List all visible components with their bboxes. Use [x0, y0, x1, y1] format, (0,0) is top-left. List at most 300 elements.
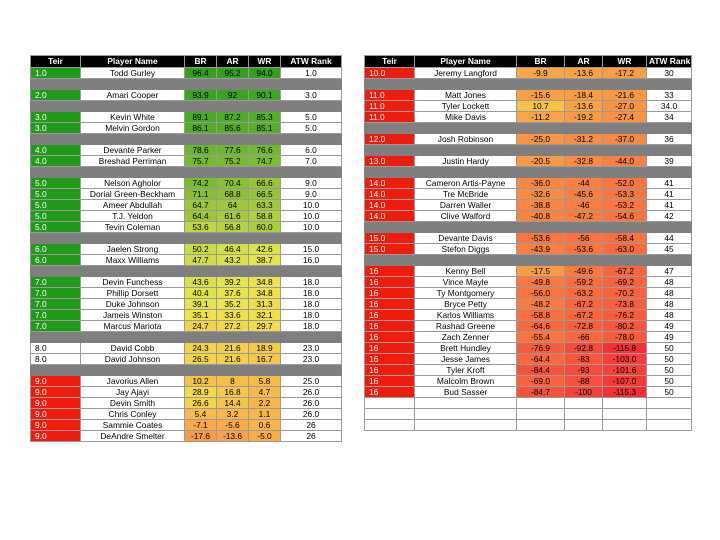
col-header-player-name: Player Name [81, 56, 185, 68]
separator-cell [217, 365, 249, 376]
wr-cell: 29.7 [249, 321, 281, 332]
wr-cell: -80.2 [603, 321, 647, 332]
separator-cell [517, 123, 565, 134]
player-name-cell: Ameer Abdullah [81, 200, 185, 211]
wr-cell: 2.2 [249, 398, 281, 409]
separator-cell [365, 123, 415, 134]
ar-cell: 8 [217, 376, 249, 387]
separator-cell [517, 255, 565, 266]
atw-rank-cell: 6.0 [281, 145, 342, 156]
wr-cell: 4.7 [249, 387, 281, 398]
ar-cell: -13.6 [217, 431, 249, 442]
atw-rank-cell: 41 [647, 189, 692, 200]
player-row [365, 387, 692, 398]
player-name-cell: Malcolm Brown [415, 376, 517, 387]
br-cell: 24.7 [185, 321, 217, 332]
atw-rank-cell: 50 [647, 354, 692, 365]
tier-cell: 9.0 [31, 376, 81, 387]
wr-cell: -17.2 [603, 68, 647, 79]
player-row [365, 376, 692, 387]
tier-separator-row [31, 365, 342, 376]
tier-cell: 9.0 [31, 398, 81, 409]
separator-cell [249, 266, 281, 277]
player-row [365, 266, 692, 277]
br-cell: -55.4 [517, 332, 565, 343]
tier-cell: 5.0 [31, 178, 81, 189]
player-name-cell: Matt Jones [415, 90, 517, 101]
br-cell: -48.2 [517, 299, 565, 310]
ar-cell: 43.2 [217, 255, 249, 266]
ar-cell: -88 [565, 376, 603, 387]
tier-cell: 4.0 [31, 156, 81, 167]
wr-cell: 85.1 [249, 123, 281, 134]
wr-cell: -52.0 [603, 178, 647, 189]
atw-rank-cell: 48 [647, 299, 692, 310]
tier-cell: 5.0 [31, 211, 81, 222]
empty-cell [603, 409, 647, 420]
player-name-cell: Devin Funchess [81, 277, 185, 288]
player-row [365, 189, 692, 200]
player-row [31, 398, 342, 409]
atw-rank-cell: 26.0 [281, 398, 342, 409]
player-name-cell: Maxx Williams [81, 255, 185, 266]
player-row [31, 310, 342, 321]
wr-cell: -115.8 [603, 343, 647, 354]
empty-cell [415, 409, 517, 420]
separator-cell [565, 145, 603, 156]
tier-cell: 16 [365, 288, 415, 299]
player-row [365, 112, 692, 123]
separator-cell [603, 167, 647, 178]
separator-cell [217, 233, 249, 244]
br-cell: 75.7 [185, 156, 217, 167]
separator-cell [517, 222, 565, 233]
atw-rank-cell: 18.0 [281, 321, 342, 332]
tier-cell: 9.0 [31, 431, 81, 442]
separator-cell [365, 167, 415, 178]
separator-cell [415, 222, 517, 233]
atw-rank-cell: 26.0 [281, 409, 342, 420]
br-cell: 10.2 [185, 376, 217, 387]
atw-rank-cell: 49 [647, 332, 692, 343]
player-name-cell: Bud Sasser [415, 387, 517, 398]
tier-cell: 16 [365, 321, 415, 332]
player-row [365, 288, 692, 299]
separator-cell [185, 134, 217, 145]
player-row [31, 409, 342, 420]
player-row [31, 123, 342, 134]
wr-cell: 85.3 [249, 112, 281, 123]
col-header-ar: AR [217, 56, 249, 68]
wr-cell: 63.3 [249, 200, 281, 211]
separator-cell [31, 233, 81, 244]
br-cell: -25.0 [517, 134, 565, 145]
separator-cell [81, 233, 185, 244]
atw-rank-cell: 18.0 [281, 288, 342, 299]
player-name-cell: Tyler Lockett [415, 101, 517, 112]
table-header-row [31, 56, 342, 68]
ar-cell: 39.2 [217, 277, 249, 288]
player-name-cell: David Johnson [81, 354, 185, 365]
br-cell: 74.2 [185, 178, 217, 189]
separator-cell [249, 332, 281, 343]
tier-separator-row [31, 233, 342, 244]
separator-cell [31, 266, 81, 277]
ar-cell: 33.6 [217, 310, 249, 321]
tier-cell: 7.0 [31, 299, 81, 310]
wr-cell: -63.0 [603, 244, 647, 255]
ar-cell: -100 [565, 387, 603, 398]
atw-rank-cell: 48 [647, 310, 692, 321]
empty-cell [517, 409, 565, 420]
atw-rank-cell: 50 [647, 387, 692, 398]
br-cell: -64.6 [517, 321, 565, 332]
ar-cell: -19.2 [565, 112, 603, 123]
atw-rank-cell: 25.0 [281, 376, 342, 387]
br-cell: -17.5 [517, 266, 565, 277]
atw-rank-cell: 23.0 [281, 343, 342, 354]
ar-cell: -47.2 [565, 211, 603, 222]
separator-cell [81, 365, 185, 376]
br-cell: -40.8 [517, 211, 565, 222]
tier-cell: 7.0 [31, 277, 81, 288]
separator-cell [415, 145, 517, 156]
player-name-cell: Cameron Artis-Payne [415, 178, 517, 189]
separator-cell [249, 233, 281, 244]
empty-cell [365, 409, 415, 420]
separator-cell [365, 222, 415, 233]
ar-cell: 70.4 [217, 178, 249, 189]
wr-cell: 42.6 [249, 244, 281, 255]
separator-cell [249, 134, 281, 145]
br-cell: 78.6 [185, 145, 217, 156]
wr-cell: -115.3 [603, 387, 647, 398]
wr-cell: 32.1 [249, 310, 281, 321]
wr-cell: 34.8 [249, 288, 281, 299]
br-cell: -36.0 [517, 178, 565, 189]
player-name-cell: Amari Cooper [81, 90, 185, 101]
wr-cell: -73.8 [603, 299, 647, 310]
separator-cell [81, 167, 185, 178]
player-name-cell: T.J. Yeldon [81, 211, 185, 222]
tier-cell: 16 [365, 354, 415, 365]
ar-cell: 92 [217, 90, 249, 101]
tier-cell: 13.0 [365, 156, 415, 167]
player-name-cell: Vince Mayle [415, 277, 517, 288]
wr-cell: 66.5 [249, 189, 281, 200]
atw-rank-cell: 34.0 [647, 101, 692, 112]
tier-cell: 12.0 [365, 134, 415, 145]
separator-cell [281, 134, 342, 145]
separator-cell [603, 222, 647, 233]
wr-cell: 74.7 [249, 156, 281, 167]
atw-rank-cell: 41 [647, 178, 692, 189]
br-cell: -84.7 [517, 387, 565, 398]
player-row [31, 156, 342, 167]
ar-cell: 35.2 [217, 299, 249, 310]
player-row [365, 310, 692, 321]
player-row [31, 387, 342, 398]
separator-cell [217, 79, 249, 90]
separator-cell [185, 332, 217, 343]
ar-cell: 37.6 [217, 288, 249, 299]
player-row [365, 90, 692, 101]
empty-cell [365, 420, 415, 431]
wr-cell: 60.0 [249, 222, 281, 233]
tier-cell: 2.0 [31, 90, 81, 101]
separator-cell [603, 145, 647, 156]
separator-cell [81, 101, 185, 112]
ar-cell: -72.8 [565, 321, 603, 332]
tier-cell: 1.0 [31, 68, 81, 79]
br-cell: -43.9 [517, 244, 565, 255]
player-name-cell: Kevin White [81, 112, 185, 123]
player-row [365, 365, 692, 376]
br-cell: 39.1 [185, 299, 217, 310]
player-row [31, 112, 342, 123]
ar-cell: 27.2 [217, 321, 249, 332]
player-name-cell: Todd Gurley [81, 68, 185, 79]
tier-cell: 15.0 [365, 244, 415, 255]
separator-cell [565, 79, 603, 90]
separator-cell [415, 79, 517, 90]
separator-cell [31, 101, 81, 112]
wr-cell: 66.6 [249, 178, 281, 189]
player-name-cell: Kenny Bell [415, 266, 517, 277]
wr-cell: 5.8 [249, 376, 281, 387]
br-cell: 93.9 [185, 90, 217, 101]
br-cell: -17.6 [185, 431, 217, 442]
br-cell: -53.6 [517, 233, 565, 244]
ar-cell: -44 [565, 178, 603, 189]
tier-cell: 11.0 [365, 101, 415, 112]
atw-rank-cell: 5.0 [281, 123, 342, 134]
separator-cell [647, 255, 692, 266]
tier-cell: 16 [365, 332, 415, 343]
atw-rank-cell: 7.0 [281, 156, 342, 167]
tier-separator-row [365, 222, 692, 233]
player-row [31, 211, 342, 222]
atw-rank-cell: 5.0 [281, 112, 342, 123]
empty-cell [603, 420, 647, 431]
br-cell: -76.9 [517, 343, 565, 354]
ar-cell: -5.6 [217, 420, 249, 431]
left-rankings-table [30, 55, 342, 442]
ar-cell: 61.6 [217, 211, 249, 222]
wr-cell: -101.6 [603, 365, 647, 376]
wr-cell: -53.3 [603, 189, 647, 200]
player-name-cell: Breshad Perriman [81, 156, 185, 167]
player-row [31, 321, 342, 332]
empty-cell [565, 420, 603, 431]
player-row [31, 244, 342, 255]
player-row [365, 321, 692, 332]
separator-cell [647, 167, 692, 178]
separator-cell [517, 79, 565, 90]
separator-cell [185, 233, 217, 244]
empty-cell [517, 420, 565, 431]
wr-cell: -27.4 [603, 112, 647, 123]
wr-cell: -53.2 [603, 200, 647, 211]
br-cell: -32.6 [517, 189, 565, 200]
atw-rank-cell: 30 [647, 68, 692, 79]
empty-cell [415, 420, 517, 431]
empty-cell [565, 409, 603, 420]
atw-rank-cell: 48 [647, 288, 692, 299]
player-row [365, 200, 692, 211]
separator-cell [217, 134, 249, 145]
ar-cell: -59.2 [565, 277, 603, 288]
col-header-player-name: Player Name [415, 56, 517, 68]
tier-cell: 7.0 [31, 321, 81, 332]
separator-cell [281, 332, 342, 343]
player-name-cell: Sammie Coates [81, 420, 185, 431]
player-row [365, 354, 692, 365]
separator-cell [185, 167, 217, 178]
player-row [31, 255, 342, 266]
separator-cell [647, 145, 692, 156]
ar-cell: -45.6 [565, 189, 603, 200]
separator-cell [603, 255, 647, 266]
col-header-br: BR [517, 56, 565, 68]
wr-cell: 34.8 [249, 277, 281, 288]
separator-cell [81, 134, 185, 145]
player-row [31, 90, 342, 101]
separator-cell [217, 266, 249, 277]
separator-cell [415, 255, 517, 266]
wr-cell: 31.3 [249, 299, 281, 310]
ar-cell: 46.4 [217, 244, 249, 255]
tier-cell: 16 [365, 387, 415, 398]
wr-cell: 58.8 [249, 211, 281, 222]
player-name-cell: Mike Davis [415, 112, 517, 123]
ar-cell: -67.2 [565, 299, 603, 310]
tier-cell: 8.0 [31, 343, 81, 354]
ar-cell: -18.4 [565, 90, 603, 101]
ar-cell: 21.6 [217, 354, 249, 365]
ar-cell: -31.2 [565, 134, 603, 145]
player-row [31, 189, 342, 200]
tier-cell: 16 [365, 343, 415, 354]
atw-rank-cell: 10.0 [281, 211, 342, 222]
col-header-wr: WR [249, 56, 281, 68]
player-row [31, 277, 342, 288]
player-name-cell: Tevin Coleman [81, 222, 185, 233]
atw-rank-cell: 36 [647, 134, 692, 145]
tier-separator-row [31, 167, 342, 178]
separator-cell [31, 332, 81, 343]
separator-cell [603, 79, 647, 90]
separator-cell [281, 101, 342, 112]
br-cell: -38.8 [517, 200, 565, 211]
atw-rank-cell: 34 [647, 112, 692, 123]
empty-cell [365, 398, 415, 409]
br-cell: 5.4 [185, 409, 217, 420]
atw-rank-cell: 15.0 [281, 244, 342, 255]
ar-cell: -53.6 [565, 244, 603, 255]
ar-cell: -83 [565, 354, 603, 365]
tier-cell: 9.0 [31, 387, 81, 398]
player-name-cell: Phillip Dorsett [81, 288, 185, 299]
separator-cell [81, 332, 185, 343]
player-name-cell: Rashad Greene [415, 321, 517, 332]
player-name-cell: Jay Ajayi [81, 387, 185, 398]
player-name-cell: Josh Robinson [415, 134, 517, 145]
tier-cell: 3.0 [31, 112, 81, 123]
atw-rank-cell: 50 [647, 365, 692, 376]
separator-cell [31, 134, 81, 145]
separator-cell [603, 123, 647, 134]
player-name-cell: Javorius Allen [81, 376, 185, 387]
atw-rank-cell: 44 [647, 233, 692, 244]
empty-cell [647, 398, 692, 409]
wr-cell: 94.0 [249, 68, 281, 79]
atw-rank-cell: 23.0 [281, 354, 342, 365]
br-cell: 28.9 [185, 387, 217, 398]
player-row [31, 299, 342, 310]
atw-rank-cell: 9.0 [281, 189, 342, 200]
tier-cell: 16 [365, 310, 415, 321]
tier-separator-row [31, 266, 342, 277]
br-cell: 86.1 [185, 123, 217, 134]
player-row [365, 332, 692, 343]
wr-cell: -103.0 [603, 354, 647, 365]
separator-cell [281, 79, 342, 90]
atw-rank-cell: 33 [647, 90, 692, 101]
tier-cell: 11.0 [365, 90, 415, 101]
tier-cell: 16 [365, 376, 415, 387]
tier-cell: 4.0 [31, 145, 81, 156]
ar-cell: 3.2 [217, 409, 249, 420]
atw-rank-cell: 49 [647, 321, 692, 332]
tier-cell: 14.0 [365, 178, 415, 189]
atw-rank-cell: 48 [647, 277, 692, 288]
tier-cell: 6.0 [31, 244, 81, 255]
separator-cell [249, 365, 281, 376]
player-name-cell: Tyler Kroft [415, 365, 517, 376]
atw-rank-cell: 18.0 [281, 277, 342, 288]
player-name-cell: Clive Walford [415, 211, 517, 222]
player-name-cell: Jeremy Langford [415, 68, 517, 79]
br-cell: -11.2 [517, 112, 565, 123]
player-name-cell: Devante Parker [81, 145, 185, 156]
tier-cell: 8.0 [31, 354, 81, 365]
player-row [365, 233, 692, 244]
tier-cell: 6.0 [31, 255, 81, 266]
wr-cell: -69.2 [603, 277, 647, 288]
ar-cell: -63.2 [565, 288, 603, 299]
wr-cell: 18.9 [249, 343, 281, 354]
ar-cell: 77.6 [217, 145, 249, 156]
separator-cell [281, 233, 342, 244]
br-cell: -58.8 [517, 310, 565, 321]
atw-rank-cell: 10.0 [281, 200, 342, 211]
br-cell: -20.5 [517, 156, 565, 167]
player-row [365, 68, 692, 79]
player-name-cell: Devin Smith [81, 398, 185, 409]
ar-cell: -13.6 [565, 101, 603, 112]
player-row [31, 343, 342, 354]
wr-cell: 76.6 [249, 145, 281, 156]
separator-cell [31, 79, 81, 90]
tier-separator-row [365, 167, 692, 178]
player-name-cell: Chris Conley [81, 409, 185, 420]
col-header-atw-rank: ATW Rank [281, 56, 342, 68]
separator-cell [415, 167, 517, 178]
ar-cell: -56 [565, 233, 603, 244]
separator-cell [249, 79, 281, 90]
separator-cell [565, 123, 603, 134]
